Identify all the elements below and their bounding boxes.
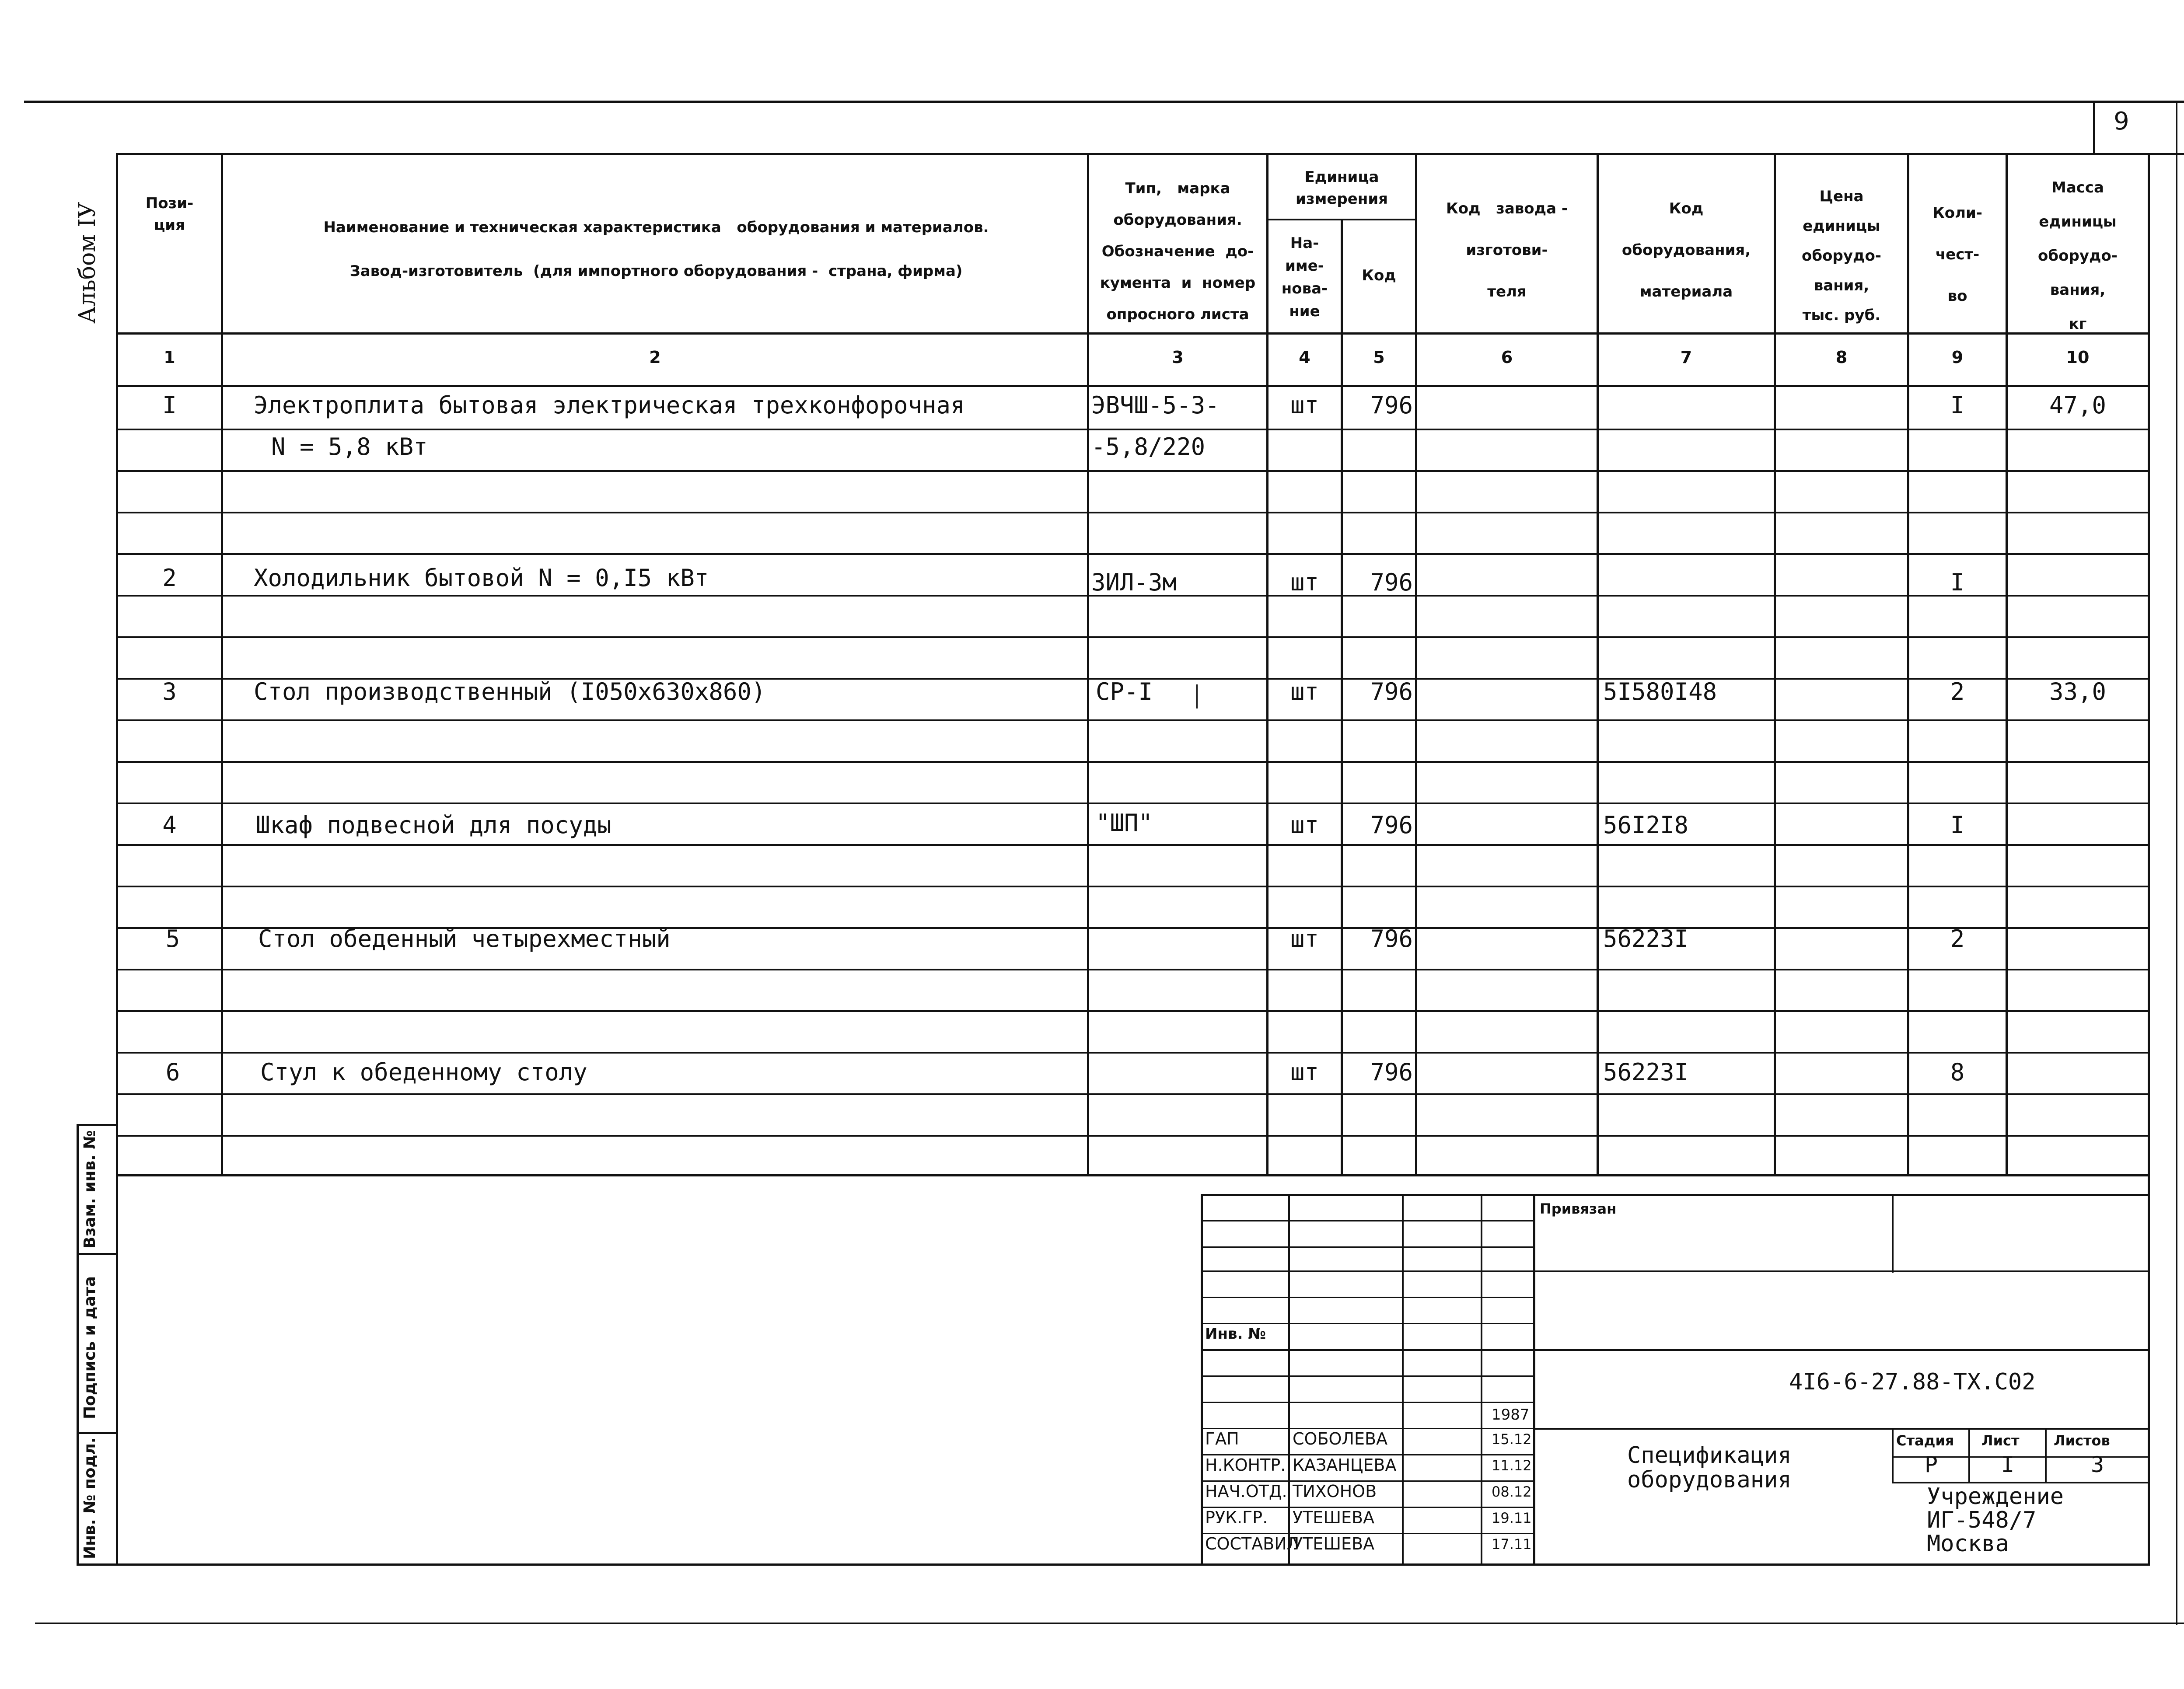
signature-date: 15.12 [1492,1431,1532,1448]
sheets-label: Листов [2054,1432,2110,1449]
header-quantity: Коли- чест- во [1932,204,1982,305]
row-name: N = 5,8 кВт [271,433,428,461]
row-type: СР-I [1096,678,1153,705]
signature-date: 08.12 [1492,1483,1532,1500]
header-unit-group: Единица измерения [1296,168,1388,208]
header-position: Пози- ция [145,195,194,234]
frame-top [116,153,2184,155]
row-type: ЭВЧШ-5-3- [1091,391,1220,419]
row-code: 796 [1370,569,1413,596]
row-code: 796 [1370,925,1413,953]
row-code: 796 [1370,391,1413,419]
row-mass: 33,0 [2049,678,2107,705]
organization: Учреждение ИГ-548/7 Москва [1927,1483,2064,1557]
row-quantity: 8 [1950,1058,1965,1086]
signature-role: ГАП [1205,1429,1239,1448]
row-quantity: I [1950,811,1965,839]
column-number: 3 [1172,348,1184,367]
signature-name: УТЕШЕВА [1293,1508,1375,1527]
row-unit: шт [1290,1058,1319,1086]
signature-name: УТЕШЕВА [1293,1534,1375,1553]
column-number: 9 [1951,348,1964,367]
signature-role: РУК.ГР. [1205,1508,1268,1527]
header-unit-name: На- име- нова- ние [1281,234,1328,320]
row-type: ЗИЛ-3м [1091,569,1177,596]
row-code: 796 [1370,678,1413,705]
row-unit: шт [1290,811,1319,839]
header-type: Тип, марка оборудования. Обозначение до- кумента и номер опросного листа [1100,180,1256,323]
header-name: Наименование и техническая характеристика оборудования и материалов. Завод-изготовитель (для импортного оборудования - страна, фирма) [323,219,989,280]
row-quantity: I [1950,391,1965,419]
row-code: 796 [1370,811,1413,839]
row-quantity: 2 [1950,925,1965,953]
row-unit: шт [1290,925,1319,953]
sheets-value: 3 [2090,1452,2104,1477]
row-position: 6 [165,1058,180,1086]
stage-value: Р [1924,1452,1938,1477]
row-equipment-code: 56223I [1603,925,1689,953]
column-number: 1 [164,348,175,367]
column-number: 7 [1680,348,1692,367]
top-border [24,101,2184,103]
row-type: "ШП" [1096,809,1153,837]
inv-no-label: Инв. № [1205,1325,1266,1343]
row-mass: 47,0 [2049,391,2107,419]
header-unit-mass: Масса единицы оборудо- вания, кг [2038,179,2118,333]
sheet-value: I [2001,1452,2015,1477]
column-number: 8 [1835,348,1848,367]
row-name: Электроплита бытовая электрическая трехконфорочная [254,391,965,419]
column-number: 2 [649,348,661,367]
row-name: Стол производственный (I050х630х860) [254,678,766,705]
column-number: 6 [1501,348,1513,367]
signature-name: СОБОЛЕВА [1293,1429,1388,1448]
row-unit: шт [1290,678,1319,705]
signature-role: СОСТАВИЛ [1205,1534,1300,1553]
row-position: 5 [165,925,180,953]
sheet-label: Лист [1981,1432,2020,1449]
row-position: 4 [162,811,177,839]
row-name: Шкаф подвесной для посуды [256,811,612,839]
row-unit: шт [1290,391,1319,419]
header-plant-code: Код завода - изготови- теля [1446,200,1568,300]
album-label: Альбом IУ [74,202,101,324]
header-equipment-code: Код оборудования, материала [1621,200,1751,300]
column-number: 5 [1373,348,1385,367]
page-number: 9 [2114,107,2129,136]
row-position: 2 [162,564,177,592]
side-inv-no-sub: Инв. № подл. [81,1437,99,1559]
row-equipment-code: 5I580I48 [1603,678,1717,705]
document-title: Спецификация оборудования [1627,1442,1792,1493]
signature-role: Н.КОНТР. [1205,1455,1286,1475]
row-type: -5,8/220 [1091,433,1206,461]
row-name: Холодильник бытовой N = 0,I5 кВт [254,564,709,592]
frame-bottom [77,1563,2150,1566]
header-unit-code: Код [1362,267,1396,284]
privyazan-label: Привязан [1540,1200,1617,1217]
row-equipment-code: 56223I [1603,1058,1689,1086]
row-code: 796 [1370,1058,1413,1086]
frame-right [2148,153,2150,1566]
column-number: 4 [1299,348,1310,367]
header-unit-price: Цена единицы оборудо- вания, тыс. руб. [1802,188,1881,324]
side-vzam-inv: Взам. инв. № [81,1130,99,1249]
row-name: Стул к обеденному столу [260,1058,587,1086]
side-sign-date: Подпись и дата [81,1276,99,1419]
signature-name: ТИХОНОВ [1293,1482,1377,1501]
signature-date: 19.11 [1492,1510,1532,1526]
signature-date: 17.11 [1492,1536,1532,1553]
row-unit: шт [1290,569,1319,596]
signature-name: КАЗАНЦЕВА [1293,1455,1397,1475]
row-name: Стол обеденный четырехместный [258,925,671,953]
signature-role: НАЧ.ОТД. [1205,1482,1287,1501]
row-quantity: 2 [1950,678,1965,705]
row-equipment-code: 56I2I8 [1603,811,1689,839]
column-number: 10 [2066,348,2090,367]
signature-date: 11.12 [1492,1457,1532,1474]
document-code: 4I6-6-27.88-ТХ.С02 [1789,1369,2036,1395]
row-position: I [162,391,177,419]
stage-label: Стадия [1896,1432,1954,1449]
year-label: 1987 [1492,1406,1530,1424]
row-position: 3 [162,678,177,705]
row-quantity: I [1950,569,1965,596]
